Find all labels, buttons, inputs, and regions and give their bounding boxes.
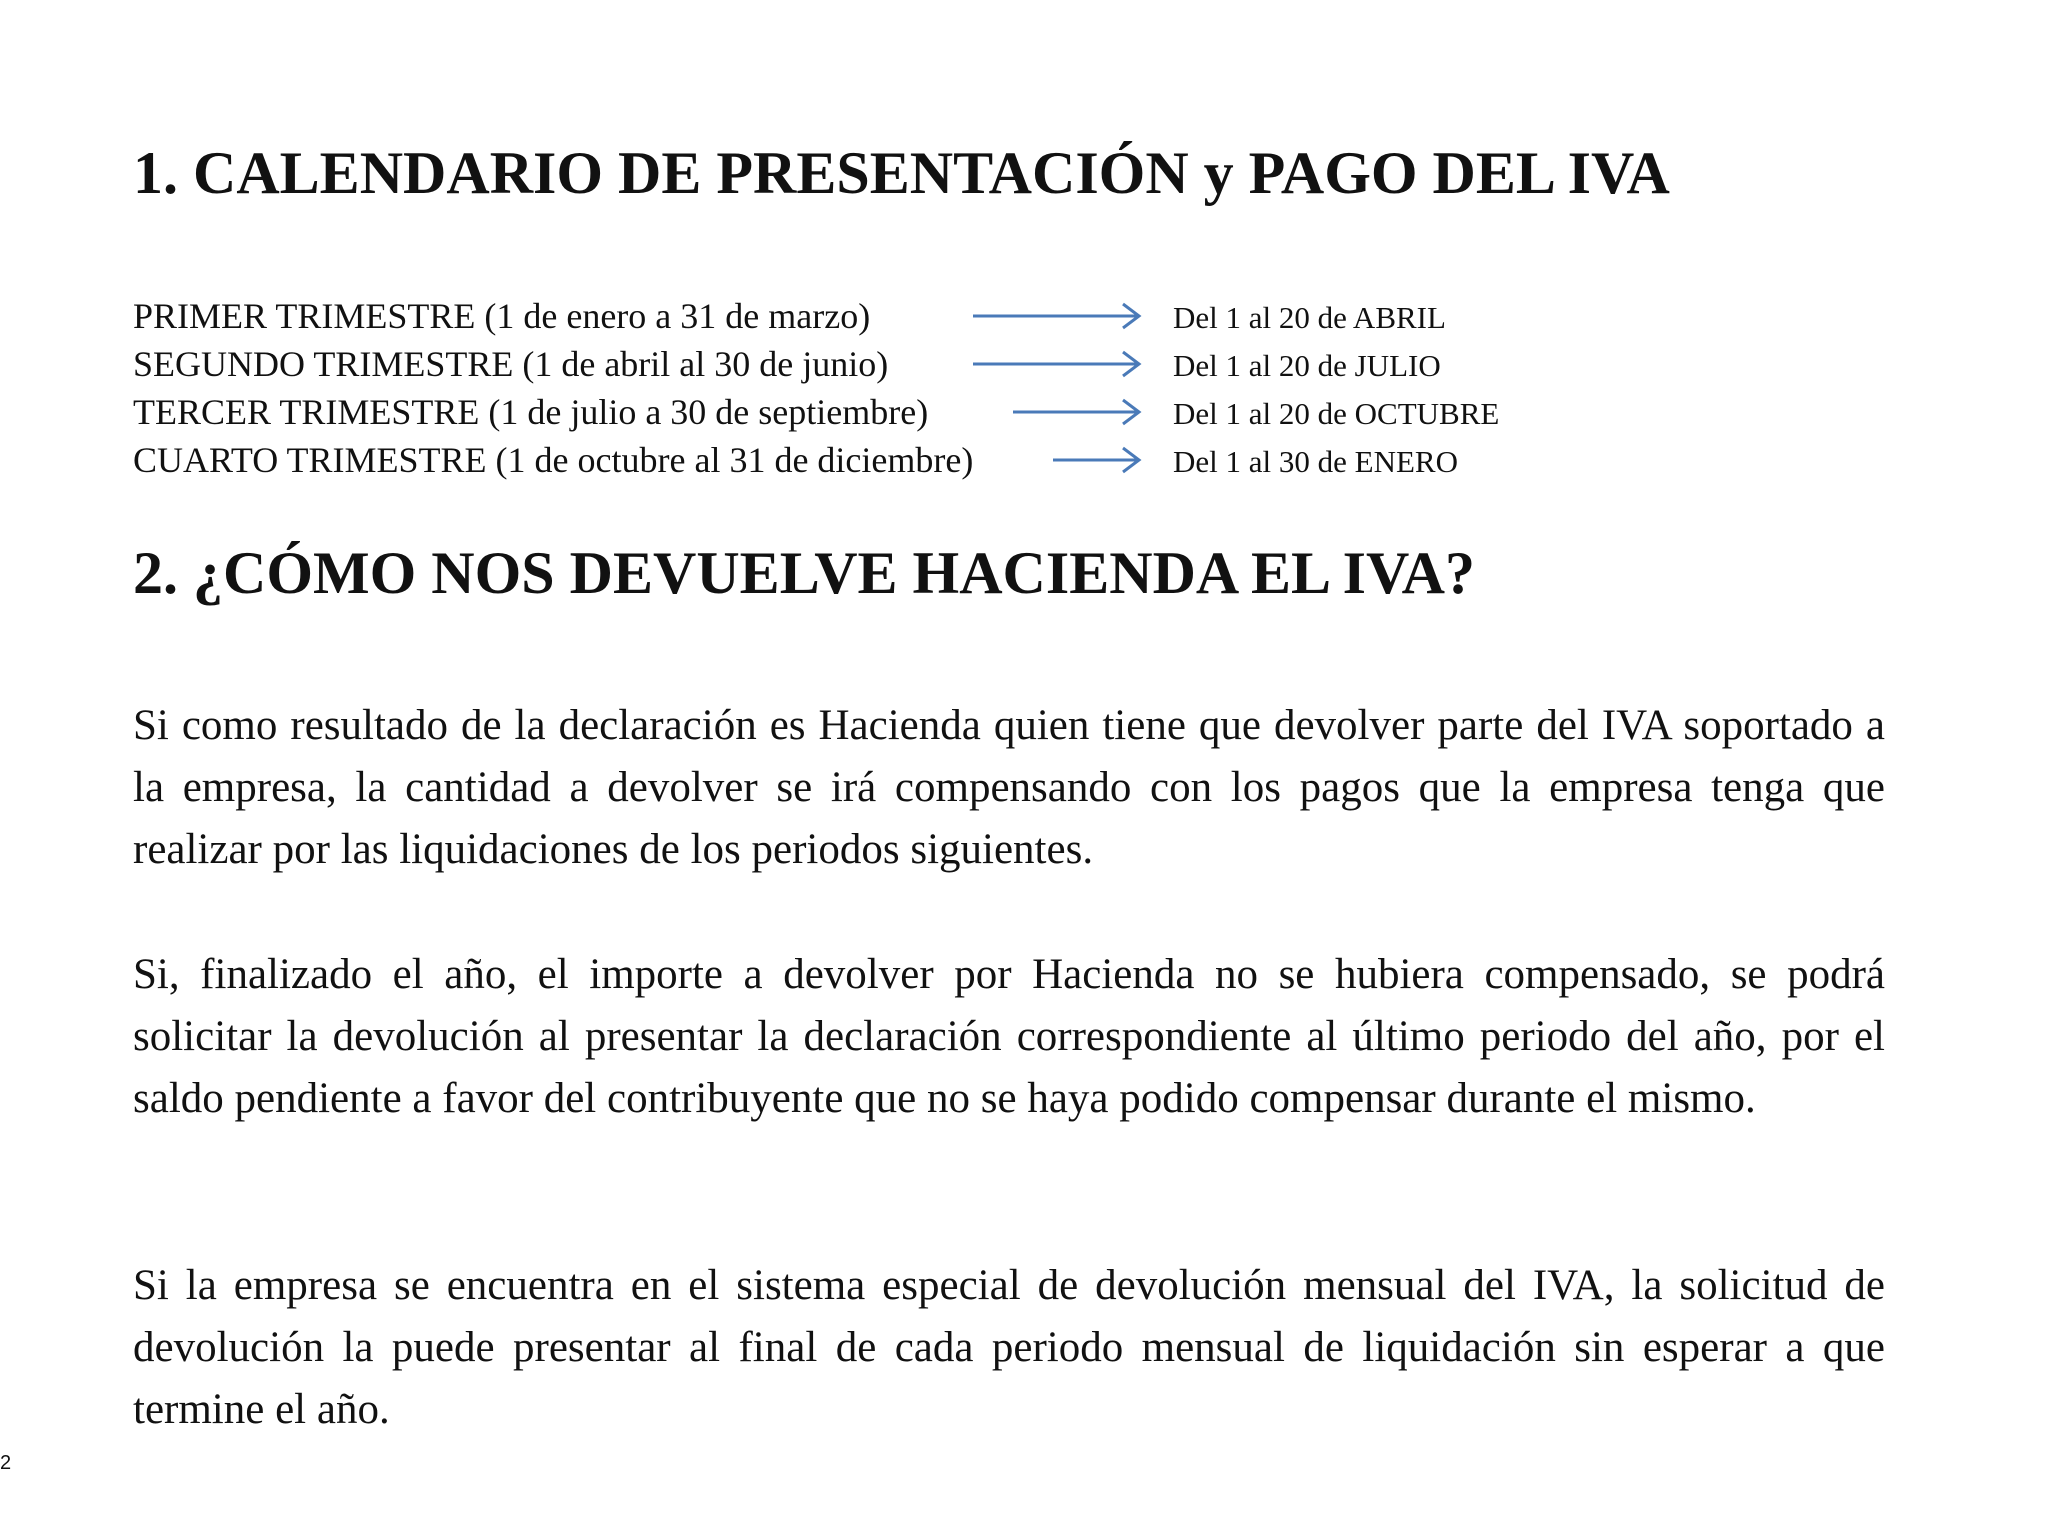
- section-2-title: 2. ¿CÓMO NOS DEVUELVE HACIENDA EL IVA?: [133, 540, 1475, 606]
- schedule-deadline: Del 1 al 30 de ENERO: [1173, 444, 1458, 479]
- page-number: 2: [0, 1452, 12, 1474]
- right-arrow-icon: [1053, 436, 1143, 484]
- schedule-row-q2: [133, 340, 1573, 388]
- schedule-row-q1: [133, 292, 1573, 340]
- paragraph-compensation: Si como resultado de la declaración es Hacienda quien tiene que devolver parte del IVA soportado a la empresa, la cantidad a devolver se irá compensando con los pagos que la empresa tenga que realizar por las liquidaciones de los periodos siguientes.: [133, 702, 1885, 873]
- section-1-title: 1. CALENDARIO DE PRESENTACIÓN y PAGO DEL IVA: [133, 140, 1670, 206]
- paragraph-monthly-refund: Si la empresa se encuentra en el sistema especial de devolución mensual del IVA, la solicitud de devolución la puede presentar al final de cada periodo mensual de liquidación sin esperar a que termine el año.: [133, 1262, 1885, 1433]
- right-arrow-icon: [973, 292, 1143, 340]
- schedule-period: CUARTO TRIMESTRE (1 de octubre al 31 de diciembre): [133, 440, 974, 480]
- right-arrow-icon: [1013, 388, 1143, 436]
- paragraph-year-end-refund: Si, finalizado el año, el importe a devolver por Hacienda no se hubiera compensado, se podrá solicitar la devolución al presentar la declaración correspondiente al último periodo del año, por el saldo pendiente a favor del contribuyente que no se haya podido compensar durante el mismo.: [133, 951, 1885, 1122]
- schedule-period: PRIMER TRIMESTRE (1 de enero a 31 de marzo): [133, 296, 871, 336]
- schedule-period: TERCER TRIMESTRE (1 de julio a 30 de septiembre): [133, 392, 929, 432]
- vat-filing-schedule: [133, 292, 1573, 484]
- schedule-row-q3: [133, 388, 1573, 436]
- schedule-deadline: Del 1 al 20 de ABRIL: [1173, 300, 1446, 335]
- schedule-row-q4: [133, 436, 1573, 484]
- right-arrow-icon: [973, 340, 1143, 388]
- schedule-deadline: Del 1 al 20 de OCTUBRE: [1173, 396, 1500, 431]
- schedule-period: SEGUNDO TRIMESTRE (1 de abril al 30 de junio): [133, 344, 889, 384]
- schedule-deadline: Del 1 al 20 de JULIO: [1173, 348, 1441, 383]
